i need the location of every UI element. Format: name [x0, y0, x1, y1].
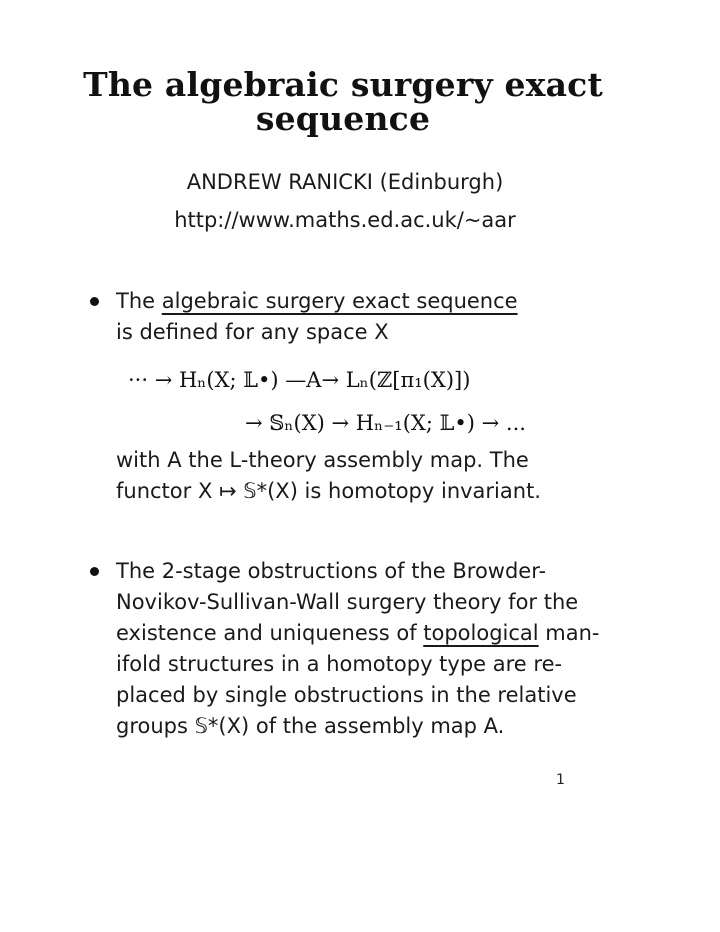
- author-url: http://www.maths.ed.ac.uk/~aar: [174, 208, 516, 232]
- underlined-word: topological: [423, 621, 539, 645]
- page-title: The algebraic surgery exact sequence: [83, 65, 603, 138]
- bullet2-line1: The 2-stage obstructions of the Browder-: [116, 559, 547, 583]
- author: ANDREW RANICKI (Edinburgh): [186, 170, 504, 194]
- bullet-dot: [90, 567, 99, 576]
- bullet2-line6: groups 𝕊*(X) of the assembly map A.: [116, 714, 505, 738]
- page-number: 1: [556, 772, 565, 788]
- bullet-dot: [90, 297, 99, 306]
- bullet2-line4: ifold structures in a homotopy type are re-: [116, 652, 563, 676]
- bullet2-line3: existence and uniqueness of topological man-: [116, 621, 600, 645]
- equation-line-2: → 𝕊ₙ(X) → Hₙ₋₁(X; 𝕃•) → ...: [245, 411, 526, 435]
- bullet1-after1: with A the L-theory assembly map. The: [116, 448, 529, 472]
- bullet2-line2: Novikov-Sullivan-Wall surgery theory for the: [116, 590, 579, 614]
- bullet1-line1: The algebraic surgery exact sequence: [116, 289, 518, 313]
- bullet2-line5: placed by single obstructions in the relative: [116, 683, 577, 707]
- bullet1-line2: is defined for any space X: [116, 320, 389, 344]
- underlined-phrase: algebraic surgery exact sequence: [161, 289, 518, 313]
- bullet1-after2: functor X ↦ 𝕊*(X) is homotopy invariant.: [116, 479, 541, 503]
- equation-line-1: ··· → Hₙ(X; 𝕃•) —A→ Lₙ(ℤ[π₁(X)]): [128, 368, 471, 392]
